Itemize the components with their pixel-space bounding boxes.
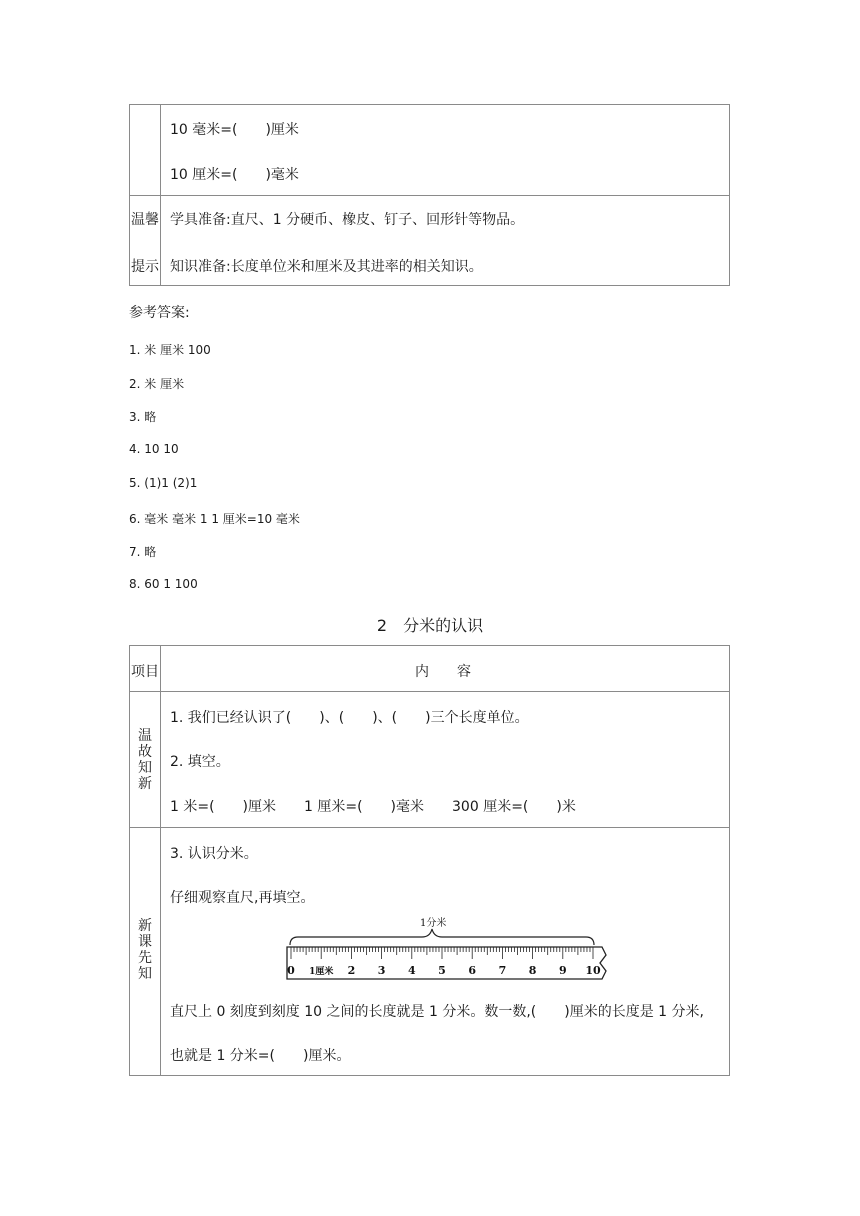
answer-item: 1. 米 厘米 100 xyxy=(129,343,211,357)
review-line-2: 2. 填空。 xyxy=(170,754,230,770)
header-col1: 项目 xyxy=(131,664,159,680)
tip-line-2: 知识准备:长度单位米和厘米及其进率的相关知识。 xyxy=(170,259,483,275)
ruler-illustration xyxy=(284,913,614,983)
answer-item: 3. 略 xyxy=(129,410,157,424)
new-line-4: 也就是 1 分米=( )厘米。 xyxy=(170,1048,351,1064)
tip-line-1: 学具准备:直尺、1 分硬币、橡皮、钉子、回形针等物品。 xyxy=(170,212,525,228)
ruler-number: 7 xyxy=(498,964,507,977)
conversion-line-1: 10 毫米=( )厘米 xyxy=(170,122,299,138)
conversion-line-2: 10 厘米=( )毫米 xyxy=(170,167,299,183)
answer-item: 6. 毫米 毫米 1 1 厘米=10 毫米 xyxy=(129,512,300,526)
answer-item: 8. 60 1 100 xyxy=(129,577,198,591)
ruler-number: 10 xyxy=(585,964,601,977)
answer-item: 4. 10 10 xyxy=(129,442,179,456)
empty-cell xyxy=(130,105,161,196)
new-label: 新课先知 xyxy=(138,918,152,982)
answer-item: 5. (1)1 (2)1 xyxy=(129,476,198,490)
ruler-number: 8 xyxy=(528,964,537,977)
ruler-number: 6 xyxy=(468,964,477,977)
tip-label-2: 提示 xyxy=(131,259,159,275)
new-line-1: 3. 认识分米。 xyxy=(170,846,258,862)
review-line-3: 1 米=( )厘米 1 厘米=( )毫米 300 厘米=( )米 xyxy=(170,799,576,815)
answer-item: 2. 米 厘米 xyxy=(129,377,185,391)
section-title: 2 分米的认识 xyxy=(376,616,484,635)
ruler-number: 9 xyxy=(558,964,567,977)
ruler-number: 4 xyxy=(407,964,416,977)
ruler-number: 3 xyxy=(377,964,386,977)
ruler-number: 5 xyxy=(438,964,446,977)
new-line-3: 直尺上 0 刻度到刻度 10 之间的长度就是 1 分米。数一数,( )厘米的长度是 1 分米, xyxy=(170,1004,704,1020)
header-col2: 内 容 xyxy=(415,664,471,680)
ruler-number: 2 xyxy=(347,964,356,977)
brace-label: 1分米 xyxy=(420,918,447,929)
review-line-1: 1. 我们已经认识了( )、( )、( )三个长度单位。 xyxy=(170,710,529,726)
review-label: 温故知新 xyxy=(138,728,152,792)
new-line-2: 仔细观察直尺,再填空。 xyxy=(170,890,315,906)
ruler-number: 0 xyxy=(287,964,295,977)
ruler-number: 1厘米 xyxy=(309,967,334,977)
tip-label-1: 温馨 xyxy=(131,212,159,228)
answer-item: 7. 略 xyxy=(129,545,157,559)
answers-heading: 参考答案: xyxy=(129,305,190,321)
